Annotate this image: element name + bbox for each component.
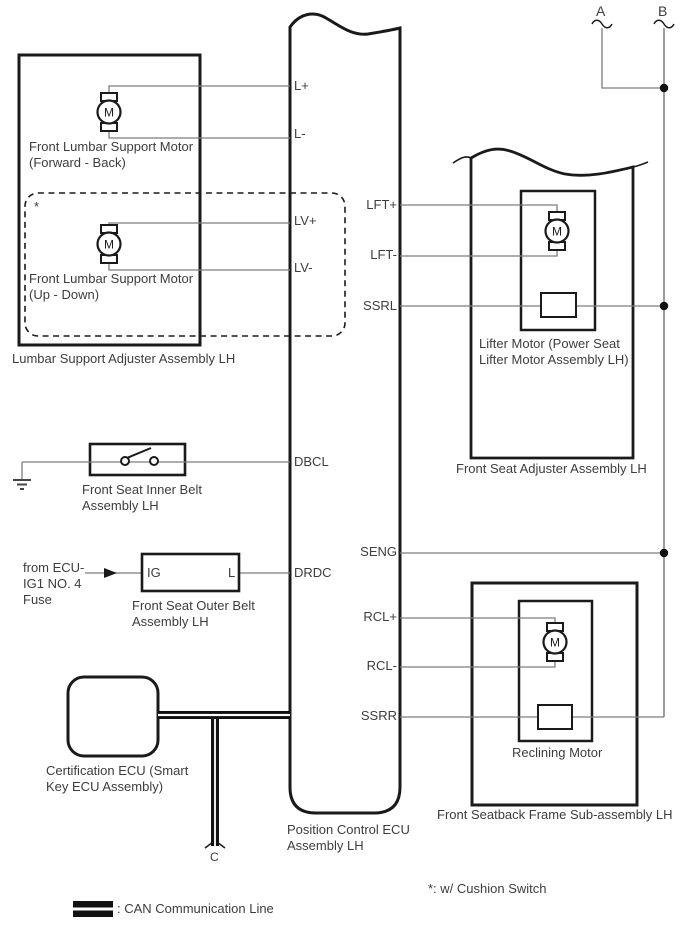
lifter-line1: Lifter Motor (Power Seat	[479, 336, 620, 351]
pc-ecu-line2: Assembly LH	[287, 838, 364, 853]
arrow-icon	[104, 568, 117, 578]
lifter-line2: Lifter Motor Assembly LH)	[479, 352, 629, 367]
seatback-assembly-label: Front Seatback Frame Sub-assembly LH	[437, 807, 673, 822]
position-control-ecu-body	[290, 14, 400, 813]
pin-dbcl: DBCL	[294, 454, 329, 469]
reclining-motor-label: Reclining Motor	[512, 745, 603, 760]
fuse-line3: Fuse	[23, 592, 52, 607]
lumbar-fb-line1: Front Lumbar Support Motor	[29, 139, 194, 154]
cushion-asterisk: *	[34, 199, 40, 214]
reclining-position-sensor-box	[538, 705, 572, 729]
ground-icon	[13, 462, 31, 489]
lifter-motor-label	[479, 336, 629, 368]
pin-l: L	[228, 565, 236, 580]
fuse-line2: IG1 NO. 4	[23, 576, 82, 591]
pin-ig: IG	[147, 565, 161, 580]
connector-a-label: A	[596, 3, 606, 19]
outer-belt-line2: Assembly LH	[132, 614, 209, 629]
can-legend-icon	[73, 901, 113, 917]
inner-belt-line1: Front Seat Inner Belt	[82, 482, 202, 497]
pin-l-plus: L+	[294, 78, 309, 93]
cushion-switch-note: *: w/ Cushion Switch	[428, 881, 547, 896]
inner-belt-switch-box	[90, 444, 185, 475]
cert-ecu-line2: Key ECU Assembly)	[46, 779, 164, 794]
motor-icon	[98, 93, 121, 131]
pin-rcl-minus: RCL-	[366, 658, 397, 673]
pin-ssrr: SSRR	[360, 708, 397, 723]
inner-belt-line2: Assembly LH	[82, 498, 159, 513]
motor-letter: M	[104, 105, 114, 120]
motor-icon	[98, 225, 121, 263]
pin-l-minus: L-	[294, 126, 306, 141]
connector-c-label: C	[210, 850, 219, 864]
connector-squiggle-icon	[592, 20, 674, 28]
motor-letter: M	[550, 635, 560, 650]
motor-letter: M	[552, 224, 562, 239]
motor-letter: M	[104, 237, 114, 252]
fuse-source-label	[23, 560, 84, 608]
outer-belt-line1: Front Seat Outer Belt	[132, 598, 255, 613]
adjuster-assembly-label: Front Seat Adjuster Assembly LH	[456, 461, 647, 476]
motor-icon	[546, 212, 569, 250]
can-legend-label: : CAN Communication Line	[117, 901, 274, 916]
lumbar-assembly-label: Lumbar Support Adjuster Assembly LH	[12, 351, 236, 366]
lumbar-ud-motor-label	[29, 271, 193, 303]
outer-belt-label	[132, 598, 255, 630]
inner-belt-label	[82, 482, 202, 514]
pin-lft-minus: LFT-	[370, 247, 397, 262]
pc-ecu-line1: Position Control ECU	[287, 822, 410, 837]
cert-ecu-line1: Certification ECU (Smart	[46, 763, 189, 778]
fuse-line1: from ECU-	[23, 560, 85, 575]
lumbar-ud-line1: Front Lumbar Support Motor	[29, 271, 194, 286]
pin-rcl-plus: RCL+	[363, 609, 397, 624]
lumbar-fb-line2: (Forward - Back)	[29, 155, 126, 170]
lumbar-fb-motor-label	[29, 139, 193, 171]
position-control-ecu-label	[287, 822, 410, 854]
certification-ecu-label	[46, 763, 188, 795]
pin-lv-plus: LV+	[294, 213, 317, 228]
connector-b-label: B	[658, 3, 668, 19]
pin-lv-minus: LV-	[294, 260, 313, 275]
pin-ssrl: SSRL	[363, 298, 397, 313]
motor-icon	[544, 623, 567, 661]
lumbar-ud-line2: (Up - Down)	[29, 287, 100, 302]
pin-drdc: DRDC	[294, 565, 332, 580]
certification-ecu-box	[68, 677, 158, 756]
pin-lft-plus: LFT+	[366, 197, 397, 212]
lifter-position-sensor-box	[541, 293, 576, 317]
pin-seng: SENG	[360, 544, 397, 559]
